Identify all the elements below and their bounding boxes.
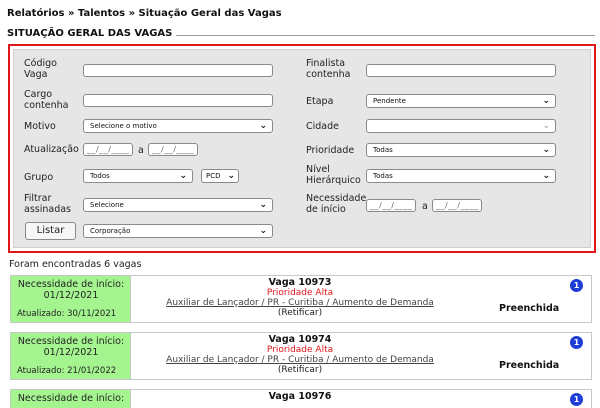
codigo-vaga-input[interactable] — [83, 64, 273, 77]
finalista-label: Finalista contenha — [306, 58, 351, 80]
nivel-hierarquico-select[interactable] — [366, 169, 556, 183]
necessidade-panel — [11, 390, 131, 408]
listar-button[interactable]: Listar — [25, 222, 76, 240]
corporacao-select[interactable] — [83, 224, 273, 238]
pcd-value: PCD — [206, 172, 221, 180]
assinadas-value: Selecione — [90, 201, 124, 209]
nivel-value: Todas — [373, 172, 393, 180]
etapa-select[interactable] — [366, 94, 556, 108]
motivo-value: Selecione o motivo — [90, 122, 157, 130]
status-label: Preenchida — [499, 360, 560, 371]
vaga-card[interactable] — [10, 275, 592, 323]
atualizacao-end-input[interactable]: __/__/____ — [148, 143, 198, 156]
necessidade-panel — [11, 276, 131, 322]
necessidade-label: Necessidade de início: — [17, 336, 125, 347]
chevron-down-icon: ⌄ — [259, 121, 267, 131]
necessidade-end-input[interactable]: __/__/____ — [432, 199, 482, 212]
vaga-title: Vaga 10973 — [268, 277, 332, 288]
priority-label: Prioridade Alta — [266, 288, 334, 298]
updated-date: Atualizado: 21/01/2022 — [17, 366, 117, 376]
chevron-down-icon: ⌄ — [542, 96, 550, 106]
priority-label: Prioridade Alta — [266, 345, 334, 355]
motivo-label: Motivo — [24, 121, 56, 132]
cidade-label: Cidade — [306, 121, 339, 132]
finalista-input[interactable] — [366, 64, 556, 77]
necessidade-start-input[interactable]: __/__/____ — [366, 199, 416, 212]
etapa-label: Etapa — [306, 96, 334, 107]
count-badge[interactable]: 1 — [570, 393, 583, 406]
chevron-down-icon: ⌄ — [542, 121, 550, 131]
count-badge[interactable]: 1 — [570, 336, 583, 349]
atualizacao-range-separator: a — [138, 145, 144, 156]
prioridade-label: Prioridade — [306, 145, 355, 156]
grupo-label: Grupo — [24, 172, 54, 183]
updated-date: Atualizado: 30/11/2021 — [17, 309, 117, 319]
prioridade-value: Todas — [373, 146, 393, 154]
etapa-value: Pendente — [373, 97, 406, 105]
atualizacao-label: Atualização — [24, 144, 79, 155]
grupo-value: Todos — [90, 172, 110, 180]
pcd-select[interactable] — [201, 169, 239, 183]
vaga-title: Vaga 10974 — [268, 334, 332, 345]
assinadas-select[interactable] — [83, 198, 273, 212]
retificar-link[interactable]: (Retificar) — [277, 308, 323, 318]
filtrar-assinadas-label: Filtrar assinadas — [24, 193, 72, 215]
status-label: Preenchida — [499, 303, 560, 314]
cargo-link[interactable]: Auxiliar de Lançador / PR - Curitiba / Aumento de Demanda — [166, 298, 434, 308]
section-divider — [140, 35, 595, 36]
vaga-card[interactable] — [10, 332, 592, 380]
vaga-card[interactable] — [10, 389, 592, 408]
necessidade-panel — [11, 333, 131, 379]
cidade-select[interactable] — [366, 119, 556, 133]
motivo-select[interactable] — [83, 119, 273, 133]
cargo-link[interactable]: Auxiliar de Lançador / PR - Curitiba / Aumento de Demanda — [166, 355, 434, 365]
grupo-select[interactable] — [83, 169, 193, 183]
cargo-label: Cargo contenha — [24, 89, 69, 111]
necessidade-date: 01/12/2021 — [43, 290, 99, 301]
necessidade-label: Necessidade de início — [306, 193, 367, 215]
chevron-down-icon: ⌄ — [542, 171, 550, 181]
vaga-title: Vaga 10976 — [268, 391, 332, 402]
nivel-hierarquico-label: Nível Hierárquico — [306, 164, 361, 186]
necessidade-range-separator: a — [422, 201, 428, 212]
corporacao-value: Corporação — [90, 227, 131, 235]
chevron-down-icon: ⌄ — [227, 171, 235, 181]
prioridade-select[interactable] — [366, 143, 556, 157]
necessidade-date: 01/12/2021 — [43, 347, 99, 358]
results-count: Foram encontradas 6 vagas — [9, 259, 142, 270]
section-title: SITUAÇÃO GERAL DAS VAGAS — [7, 28, 176, 39]
filter-form — [13, 49, 591, 248]
necessidade-label: Necessidade de início: — [17, 393, 125, 404]
codigo-vaga-label: Código Vaga — [24, 58, 57, 80]
atualizacao-start-input[interactable]: __/__/____ — [83, 143, 133, 156]
cargo-input[interactable] — [83, 94, 273, 107]
necessidade-label: Necessidade de início: — [17, 279, 125, 290]
retificar-link[interactable]: (Retificar) — [277, 365, 323, 375]
chevron-down-icon: ⌄ — [259, 226, 267, 236]
count-badge[interactable]: 1 — [570, 279, 583, 292]
breadcrumb: Relatórios » Talentos » Situação Geral das Vagas — [7, 8, 282, 19]
chevron-down-icon: ⌄ — [179, 171, 187, 181]
chevron-down-icon: ⌄ — [259, 200, 267, 210]
filter-panel — [8, 44, 596, 253]
chevron-down-icon: ⌄ — [542, 145, 550, 155]
